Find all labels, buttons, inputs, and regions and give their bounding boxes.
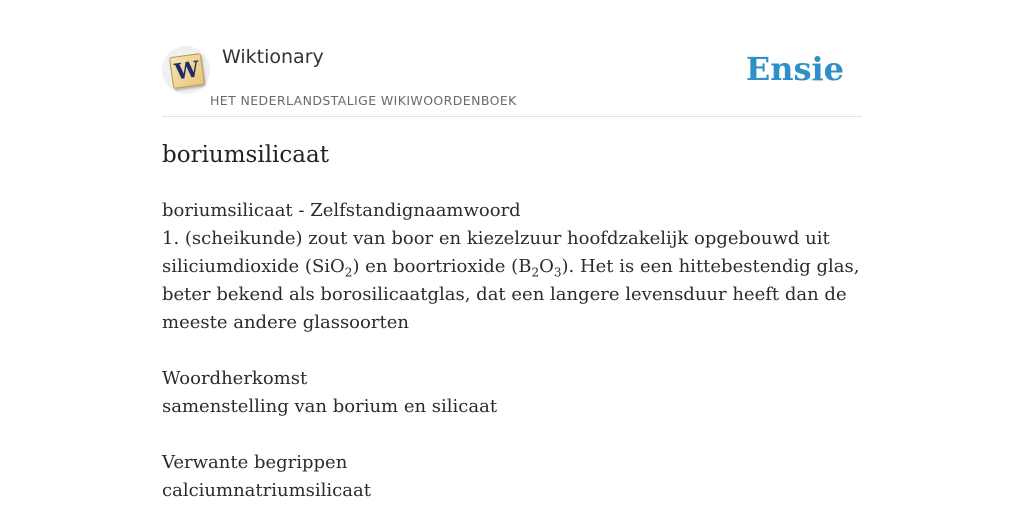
entry-body (162, 197, 862, 505)
definition-text: ) en boortrioxide (B (352, 256, 532, 277)
etymology-heading: Woordherkomst (162, 368, 308, 389)
related-term[interactable]: calciumnatriumsilicaat (162, 480, 371, 501)
logo-tile: W (169, 53, 205, 89)
site-header (162, 0, 862, 117)
site-tagline: HET NEDERLANDSTALIGE WIKIWOORDENBOEK (210, 93, 517, 108)
definition-text: O (539, 256, 554, 277)
entry-definition (162, 225, 862, 337)
ensie-logo-link[interactable]: Ensie (745, 50, 844, 88)
related-heading: Verwante begrippen (162, 452, 348, 473)
etymology-text: samenstelling van borium en silicaat (162, 396, 498, 417)
subscript: 3 (553, 265, 562, 280)
site-name[interactable]: Wiktionary (222, 46, 324, 68)
main-content (162, 140, 862, 505)
subscript: 2 (531, 265, 540, 280)
subscript: 2 (344, 265, 353, 280)
definition-text: ). Het is een hittebestendig glas, beter bekend als borosilicaatglas, dat een langere levensduur heeft dan de meeste andere glassoorten (162, 256, 860, 333)
definition-text: 1. (scheikunde) zout van boor en kiezelzuur hoofdzakelijk opgebouwd uit siliciumdioxide (SiO (162, 228, 830, 277)
page-title: boriumsilicaat (162, 142, 329, 168)
entry-headline: boriumsilicaat - Zelfstandignaamwoord (162, 200, 521, 221)
wiktionary-logo-icon[interactable] (162, 46, 210, 94)
